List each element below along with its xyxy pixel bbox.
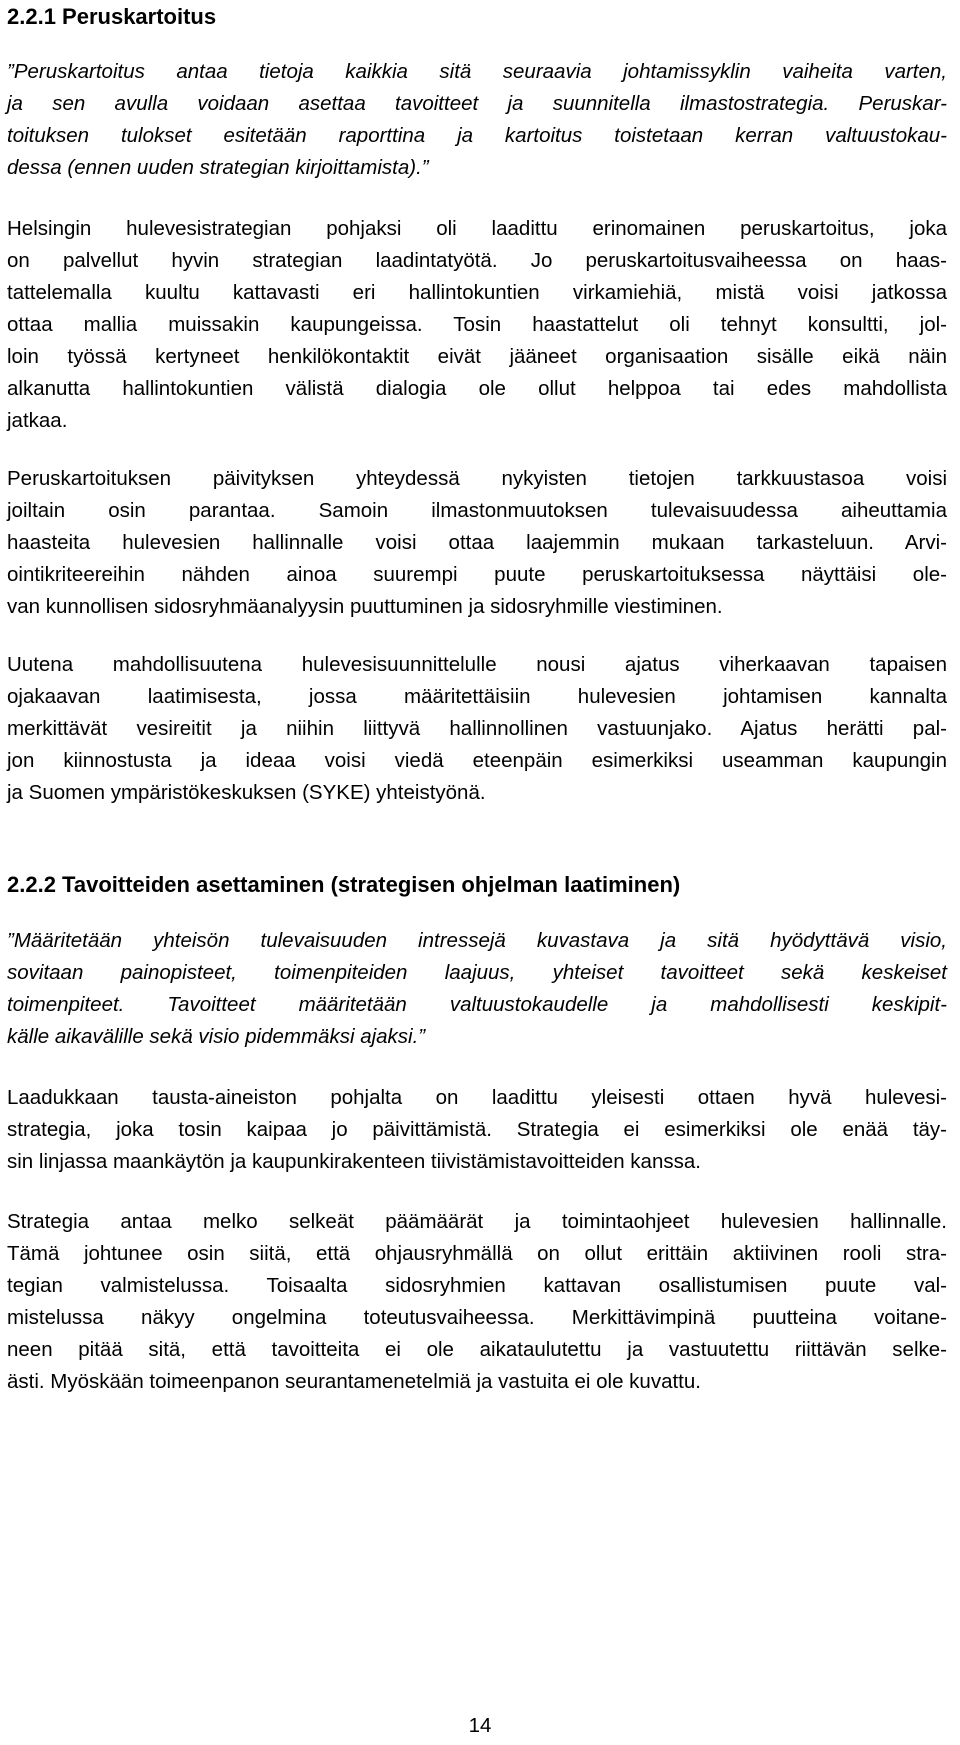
- paragraph-line: mistelussa näkyy ongelmina toteutusvaiheessa. Merkittävimpinä puutteina voitane-: [7, 1306, 947, 1329]
- paragraph-line: merkittävät vesireitit ja niihin liittyvä hallinnollinen vastuunjako. Ajatus herätti pal-: [7, 717, 947, 740]
- quote-line: ja sen avulla voidaan asettaa tavoitteet ja suunnitella ilmastostrategia. Peruskar-: [7, 92, 947, 115]
- paragraph-line: tegian valmistelussa. Toisaalta sidosryhmien kattavan osallistumisen puute val-: [7, 1274, 947, 1297]
- paragraph-line: ja Suomen ympäristökeskuksen (SYKE) yhteistyönä.: [7, 781, 486, 804]
- paragraph-line: sin linjassa maankäytön ja kaupunkirakenteen tiivistämistavoitteiden kanssa.: [7, 1150, 701, 1173]
- quote-block-peruskartoitus: [7, 56, 947, 184]
- quote-line: toimenpiteet. Tavoitteet määritetään valtuustokaudelle ja mahdollisesti keskipit-: [7, 993, 947, 1016]
- paragraph-line: Helsingin hulevesistrategian pohjaksi oli laadittu erinomainen peruskartoitus, joka: [7, 217, 947, 240]
- page-number: 14: [468, 1714, 492, 1737]
- paragraph-line: ojakaavan laatimisesta, jossa määritettäisiin hulevesien johtamisen kannalta: [7, 685, 947, 708]
- paragraph-line: tattelemalla kuultu kattavasti eri hallintokuntien virkamiehiä, mistä voisi jatkossa: [7, 281, 947, 304]
- paragraph-line: ointikriteereihin nähden ainoa suurempi puute peruskartoituksessa näyttäisi ole-: [7, 563, 947, 586]
- paragraph-line: Uutena mahdollisuutena hulevesisuunnittelulle nousi ajatus viherkaavan tapaisen: [7, 653, 947, 676]
- quote-line: ”Peruskartoitus antaa tietoja kaikkia sitä seuraavia johtamissyklin vaiheita varten,: [7, 60, 947, 83]
- paragraph-line: Laadukkaan tausta-aineiston pohjalta on laadittu yleisesti ottaen hyvä hulevesi-: [7, 1086, 947, 1109]
- paragraph: [7, 649, 947, 809]
- paragraph-line: on palvellut hyvin strategian laadintatyötä. Jo peruskartoitusvaiheessa on haas-: [7, 249, 947, 272]
- paragraph-line: ottaa mallia muissakin kaupungeissa. Tosin haastattelut oli tehnyt konsultti, jol-: [7, 313, 947, 336]
- paragraph-line: van kunnollisen sidosryhmäanalyysin puuttuminen ja sidosryhmille viestiminen.: [7, 595, 723, 618]
- paragraph: [7, 213, 947, 437]
- quote-line: toituksen tulokset esitetään raporttina ja kartoitus toistetaan kerran valtuustokau-: [7, 124, 947, 147]
- section-heading-tavoitteiden-asettaminen: 2.2.2 Tavoitteiden asettaminen (strategisen ohjelman laatiminen): [7, 872, 681, 897]
- quote-line: källe aikavälille sekä visio pidemmäksi ajaksi.”: [7, 1025, 426, 1048]
- paragraph-line: jon kiinnostusta ja ideaa voisi viedä eteenpäin esimerkiksi useamman kaupungin: [7, 749, 947, 772]
- quote-block-tavoitteet: [7, 925, 947, 1053]
- paragraph: [7, 463, 947, 623]
- paragraph-line: joiltain osin parantaa. Samoin ilmastonmuutoksen tulevaisuudessa aiheuttamia: [7, 499, 947, 522]
- quote-line: ”Määritetään yhteisön tulevaisuuden intressejä kuvastava ja sitä hyödyttävä visio,: [7, 929, 947, 952]
- paragraph-line: alkanutta hallintokuntien välistä dialogia ole ollut helppoa tai edes mahdollista: [7, 377, 947, 400]
- paragraph-line: jatkaa.: [7, 409, 68, 432]
- section-heading-peruskartoitus: 2.2.1 Peruskartoitus: [7, 4, 217, 29]
- quote-line: sovitaan painopisteet, toimenpiteiden laajuus, yhteiset tavoitteet sekä keskeiset: [7, 961, 947, 984]
- paragraph-line: ästi. Myöskään toimeenpanon seurantamenetelmiä ja vastuita ei ole kuvattu.: [7, 1370, 701, 1393]
- paragraph-line: strategia, joka tosin kaipaa jo päivittämistä. Strategia ei esimerkiksi ole enää täy-: [7, 1118, 947, 1141]
- paragraph-line: Peruskartoituksen päivityksen yhteydessä nykyisten tietojen tarkkuustasoa voisi: [7, 467, 947, 490]
- paragraph-line: neen pitää sitä, että tavoitteita ei ole aikataulutettu ja vastuutettu riittävän selke-: [7, 1338, 947, 1361]
- paragraph-line: loin työssä kertyneet henkilökontaktit eivät jääneet organisaation sisälle eikä näin: [7, 345, 947, 368]
- paragraph: [7, 1082, 947, 1178]
- paragraph: [7, 1206, 947, 1398]
- paragraph-line: haasteita hulevesien hallinnalle voisi ottaa laajemmin mukaan tarkasteluun. Arvi-: [7, 531, 947, 554]
- paragraph-line: Tämä johtunee osin siitä, että ohjausryhmällä on ollut erittäin aktiivinen rooli stra-: [7, 1242, 947, 1265]
- paragraph-line: Strategia antaa melko selkeät päämäärät ja toimintaohjeet hulevesien hallinnalle.: [7, 1210, 947, 1233]
- quote-line: dessa (ennen uuden strategian kirjoittamista).”: [7, 156, 429, 179]
